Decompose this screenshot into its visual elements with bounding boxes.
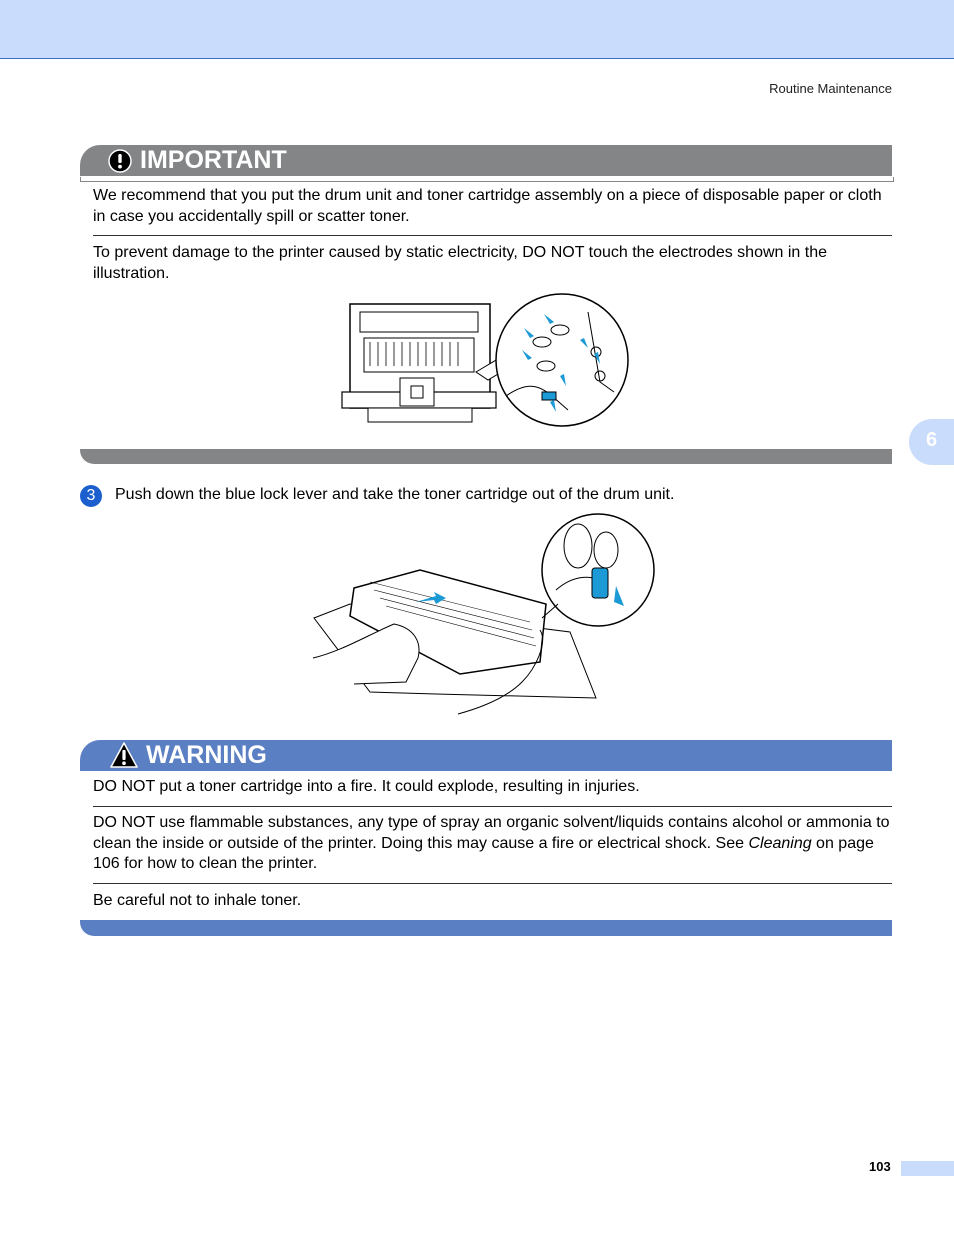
chapter-tab-number: 6	[926, 429, 938, 451]
warning-paragraph-2	[93, 813, 893, 875]
important-paragraph-1: We recommend that you put the drum unit and toner cartridge assembly on a piece of disposable paper or cloth in case you accidentally spill or scatter toner.	[93, 187, 882, 225]
warning-header	[80, 740, 892, 771]
cleaning-link[interactable]: Cleaning	[748, 834, 812, 852]
important-header	[80, 145, 892, 176]
warning-paragraph-2-text: DO NOT use flammable substances, any type of spray an organic solvent/liquids contains alcohol or ammonia to clean the inside or outside of the printer. Doing this may cause a fire or electrical shock. See	[93, 814, 890, 852]
warning-separator-1	[93, 806, 892, 807]
page-number-band	[901, 1161, 954, 1176]
page-number: 103	[869, 1159, 891, 1174]
toner-cartridge-illustration	[310, 512, 660, 728]
step-instruction: Push down the blue lock lever and take the toner cartridge out of the drum unit.	[115, 486, 675, 503]
running-header: Routine Maintenance	[769, 81, 892, 96]
step-number-badge: 3	[80, 485, 102, 507]
chapter-tab[interactable]	[909, 419, 954, 465]
important-title: IMPORTANT	[140, 146, 287, 174]
important-paragraph-2: To prevent damage to the printer caused by static electricity, DO NOT touch the electrodes shown in the illustration.	[93, 244, 827, 282]
important-separator	[93, 235, 892, 236]
warning-separator-2	[93, 883, 892, 884]
warning-paragraph-2-tail: on page 106 for how to clean the printer.	[93, 834, 874, 872]
important-header-rule	[80, 177, 894, 182]
warning-paragraph-3: Be careful not to inhale toner.	[93, 892, 302, 909]
warning-triangle-icon	[110, 742, 138, 768]
exclamation-icon	[108, 149, 132, 173]
warning-title: WARNING	[146, 741, 267, 769]
warning-paragraph-1: DO NOT put a toner cartridge into a fire. It could explode, resulting in injuries.	[93, 778, 640, 795]
warning-footer-bar	[80, 920, 892, 936]
top-header-band	[0, 0, 954, 59]
printer-electrodes-illustration	[338, 292, 634, 432]
important-footer-bar	[80, 449, 892, 464]
